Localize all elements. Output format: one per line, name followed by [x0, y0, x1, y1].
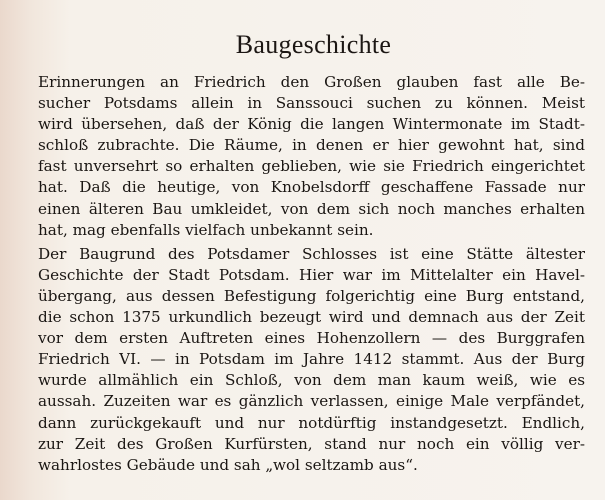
- text-line: schloß zubrachte. Die Räume, in denen er hier gewohnt hat, sind: [38, 136, 585, 155]
- text-line: hat. Daß die heutige, von Knobelsdorff geschaffene Fassade nur: [38, 178, 585, 197]
- text-line: aussah. Zuzeiten war es gänzlich verlassen, einige Male verpfändet,: [38, 392, 585, 411]
- text-line: dann zurückgekauft und nur notdürftig instandgesetzt. Endlich,: [38, 413, 585, 432]
- text-line: fast unversehrt so erhalten geblieben, wie sie Friedrich eingerichtet: [38, 157, 585, 176]
- text-line: Erinnerungen an Friedrich den Großen glauben fast alle Be-: [38, 73, 585, 91]
- text-line: wahrlostes Gebäude und sah „wol seltzamb aus“.: [38, 455, 418, 474]
- text-line: Friedrich VI. — in Potsdam im Jahre 1412 stammt. Aus der Burg: [38, 350, 585, 369]
- text-line: vor dem ersten Auftreten eines Hohenzollern — des Burggrafen: [38, 329, 585, 348]
- text-line: zur Zeit des Großen Kurfürsten, stand nur noch ein völlig ver-: [38, 434, 585, 453]
- text-line: übergang, aus dessen Befestigung folgerichtig eine Burg entstand,: [38, 286, 585, 305]
- paragraph-2: [38, 244, 585, 476]
- text-line: wurde allmählich ein Schloß, von dem man kaum weiß, wie es: [38, 371, 585, 390]
- page-title: Baugeschichte: [235, 30, 392, 59]
- text-line: Der Baugrund des Potsdamer Schlosses ist eine Stätte ältester: [38, 244, 585, 263]
- text-line: Geschichte der Stadt Potsdam. Hier war im Mittelalter ein Havel-: [38, 265, 585, 284]
- text-line: sucher Potsdams allein in Sanssouci suchen zu können. Meist: [38, 94, 585, 113]
- text-line: die schon 1375 urkundlich bezeugt wird und demnach aus der Zeit: [38, 308, 585, 327]
- text-line: hat, mag ebenfalls vielfach unbekannt sein.: [38, 220, 374, 239]
- text-line: einen älteren Bau umkleidet, von dem sich noch manches erhalten: [38, 199, 585, 218]
- text-line: wird übersehen, daß der König die langen Wintermonate im Stadt-: [38, 115, 585, 134]
- paragraph-1: [38, 72, 585, 241]
